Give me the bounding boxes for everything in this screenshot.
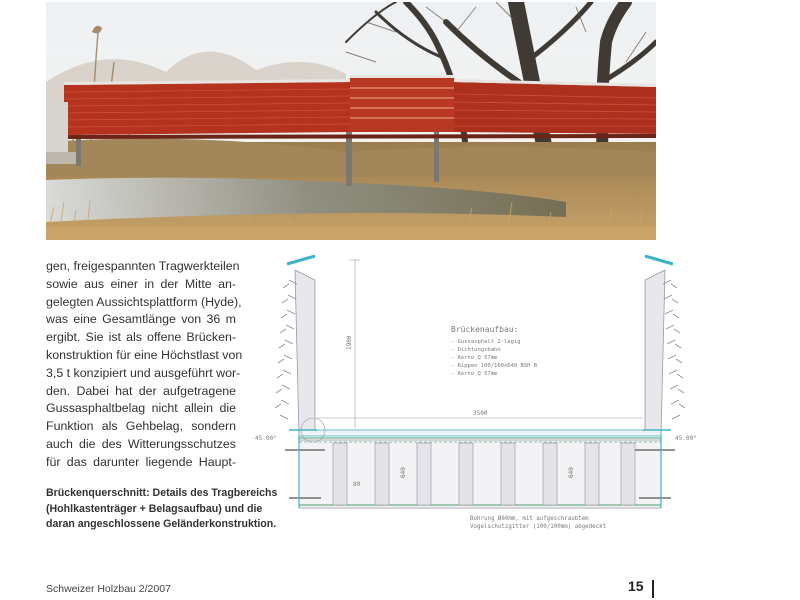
- body-line: konstruktion für eine Höchstlast von: [46, 347, 243, 362]
- drill-note: Vogelschutzgitter (100/100mm) abgedeckt: [470, 524, 607, 530]
- dim-640-label: 640: [568, 467, 575, 478]
- cross-section-drawing: [255, 250, 710, 555]
- dim-640-label: 640: [400, 467, 407, 478]
- dim-height-label: 1900: [346, 335, 353, 350]
- page-number: 15: [628, 578, 644, 594]
- layer-item: - Gussasphalt 2-lagig: [451, 339, 521, 345]
- layer-item: - Kerto Q 57mm: [451, 355, 498, 361]
- body-line: Funktion als Gehbelag, sondern: [46, 419, 236, 434]
- body-line: für das darunter liegende Haupt-: [46, 454, 236, 469]
- body-line: was eine Gesamtlänge von 36 m: [46, 312, 236, 327]
- article-body: [46, 258, 243, 472]
- body-line: Gussasphaltbelag nicht allein die: [46, 401, 236, 416]
- body-line: gelegten Aussichtsplattform (Hyde),: [46, 294, 242, 309]
- body-line: ergibt. Sie ist als offene Brücken-: [46, 330, 236, 345]
- layer-item: - Dichtungsbahn: [451, 347, 501, 353]
- caption-line: daran angeschlossene Geländerkonstruktion.: [46, 518, 277, 531]
- angle-right-label: 45.00°: [675, 435, 697, 442]
- body-line: sowie aus einer in der Mitte an-: [46, 276, 236, 291]
- dim-width-label: 3500: [473, 410, 488, 417]
- layers-heading: Brückenaufbau:: [451, 325, 519, 334]
- page-marker-bar: [652, 580, 654, 598]
- body-line: 3,5 t konzipiert und ausgeführt wor-: [46, 365, 241, 380]
- dim-80-label: 80: [353, 481, 361, 488]
- angle-left-label: 45.00°: [255, 435, 277, 442]
- figure-caption: [46, 486, 278, 533]
- layer-item: - Rippen 100/160x640 BSH B: [451, 363, 538, 369]
- layer-item: - Kerto Q 57mm: [451, 371, 498, 377]
- caption-line: (Hohlkastenträger + Belagsaufbau) und die: [46, 502, 263, 515]
- caption-line: Brückenquerschnitt: Details des Tragbereichs: [46, 487, 278, 499]
- publication-name: Schweizer Holzbau 2/2007: [46, 583, 171, 595]
- drill-note: Bohrung Ø60mm, mit aufgeschraubtem: [470, 516, 589, 522]
- bridge-photo: [46, 2, 656, 240]
- body-line: gen, freigespannten Tragwerkteilen: [46, 259, 240, 273]
- body-line: auch die des Witterungsschutzes: [46, 436, 236, 451]
- body-line: den. Dabei hat der aufgetragene: [46, 383, 236, 398]
